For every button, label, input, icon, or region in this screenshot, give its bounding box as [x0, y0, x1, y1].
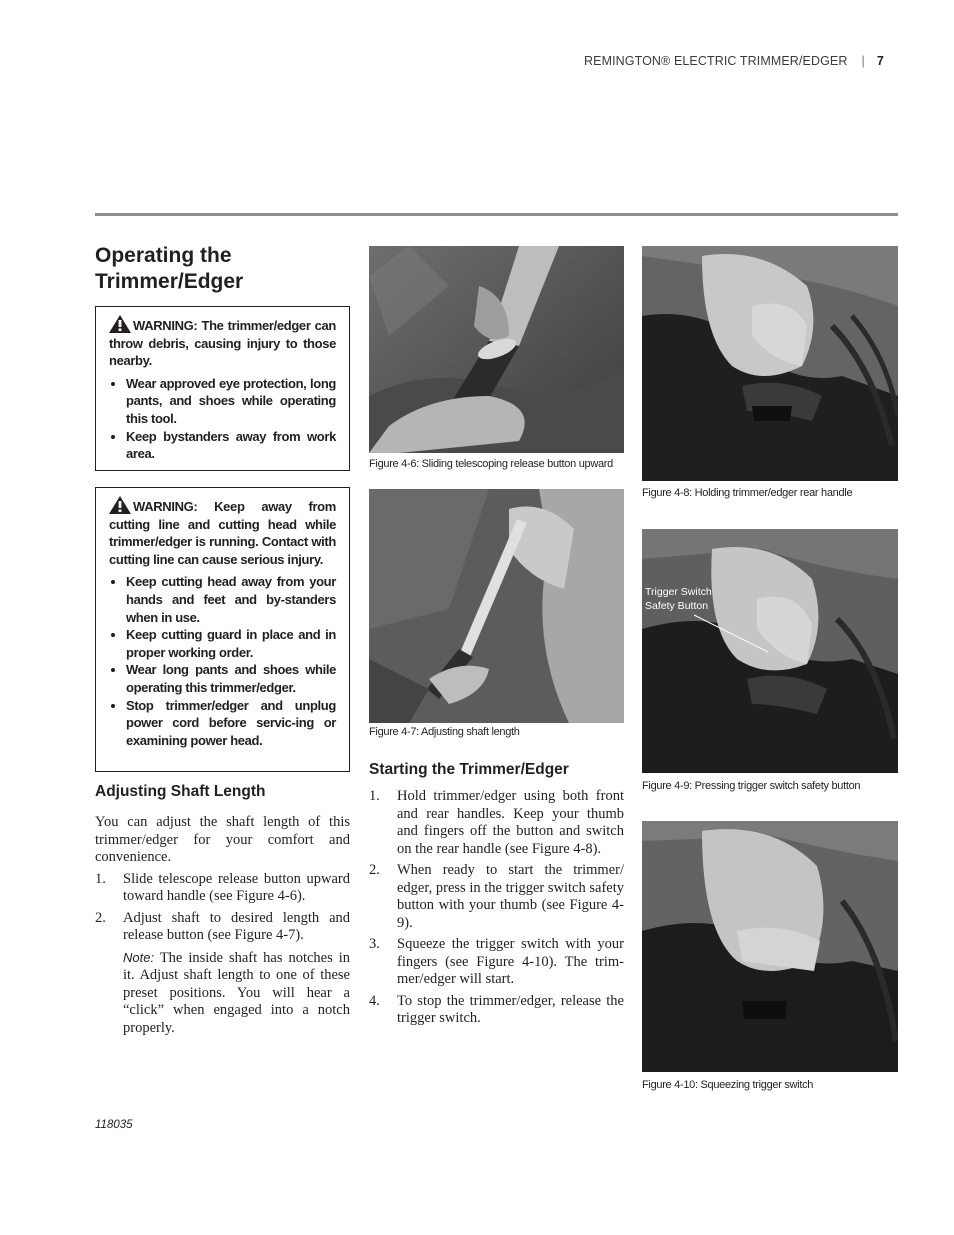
- warning-bullet: • Keep cutting head away from your hands and feet and by-standers when in use.: [126, 573, 336, 626]
- step-number: 2.: [369, 862, 380, 878]
- figure-4-7-caption: Figure 4-7: Adjusting shaft length: [369, 726, 520, 738]
- step-text: Adjust shaft to desired length and release button (see Figure 4-7).: [123, 909, 350, 943]
- warning-bullets: [109, 375, 336, 463]
- warning-bullet: • Keep bystanders away from work area.: [126, 428, 336, 463]
- adjusting-heading: Adjusting Shaft Length: [95, 783, 266, 800]
- running-header: [584, 54, 898, 70]
- adjusting-intro: You can adjust the shaft length of this trimmer/edger for your comfort and convenience.: [95, 814, 350, 865]
- figure-4-10-photo: [642, 821, 898, 1072]
- list-item: [369, 862, 624, 932]
- step-text: To stop the trimmer/edger, release the trigger switch.: [397, 992, 624, 1026]
- adjusting-section: [95, 814, 350, 1041]
- header-separator: |: [861, 54, 865, 68]
- step-text: When ready to start the trimmer/ edger, press in the trigger switch safety button with your thumb (see Figure 4-9).: [397, 862, 624, 931]
- note-label: Note:: [123, 949, 155, 965]
- step-text: Slide telescope release button upward toward handle (see Figure 4-6).: [123, 870, 350, 904]
- figure-4-9-photo: [642, 529, 898, 773]
- list-item: [95, 910, 350, 1038]
- starting-section: [369, 788, 624, 1032]
- section-rule: [95, 213, 898, 216]
- warning-heading: WARNING: The trimmer/edger can throw debris, causing injury to those nearby.: [109, 318, 336, 369]
- document-number: 118035: [95, 1119, 133, 1131]
- step-number: 4.: [369, 992, 380, 1009]
- figure-4-8-caption: Figure 4-8: Holding trimmer/edger rear handle: [642, 487, 853, 499]
- warning-bullet: • Wear approved eye protection, long pants, and shoes while operating this tool.: [126, 375, 336, 428]
- figure-4-6-caption: Figure 4-6: Sliding telescoping release button upward: [369, 458, 613, 470]
- warning-bullet: • Keep cutting guard in place and in proper working order.: [126, 626, 336, 661]
- list-item: [369, 993, 624, 1028]
- figure-4-7-photo: [369, 489, 624, 723]
- adjusting-steps: [95, 871, 350, 1038]
- warning-triangle-icon: [109, 315, 131, 333]
- running-title: REMINGTON® ELECTRIC TRIMMER/EDGER: [584, 54, 848, 68]
- step-number: 2.: [95, 909, 106, 926]
- step-number: 1.: [95, 870, 106, 887]
- section-title: Operating the Trimmer/Edger: [95, 244, 244, 293]
- warning-box-debris: [95, 306, 350, 471]
- list-item: [369, 788, 624, 858]
- figure-4-9-caption: Figure 4-9: Pressing trigger switch safety button: [642, 780, 861, 792]
- warning-bullet: • Wear long pants and shoes while operating this trimmer/edger.: [126, 661, 336, 696]
- figure-4-6-photo: [369, 246, 624, 453]
- figure-4-10-caption: Figure 4-10: Squeezing trigger switch: [642, 1079, 814, 1091]
- starting-heading: Starting the Trimmer/Edger: [369, 761, 569, 778]
- step-number: 3.: [369, 936, 380, 952]
- step-text: Hold trimmer/edger using both front and rear handles. Keep your thumb and fingers off the button and switch on the rear handle (see Figure 4-8).: [397, 788, 624, 857]
- warning-triangle-icon: [109, 496, 131, 514]
- note-text: The inside shaft has notches in it. Adjust shaft length to one of these preset positions. You will hear a “click” when engaged into a notch properly.: [123, 949, 350, 1036]
- starting-steps: [369, 788, 624, 1028]
- step-text: Squeeze the trigger switch with your fingers (see Figure 4-10). The trim-mer/edger will start.: [397, 936, 624, 987]
- list-item: [95, 871, 350, 906]
- figure-4-8-photo: [642, 246, 898, 481]
- page-number: 7: [876, 54, 884, 68]
- callout-label: Trigger Switch Safety Button: [645, 586, 712, 612]
- note: [123, 949, 350, 1038]
- list-item: [369, 936, 624, 989]
- warning-box-cutting-line: [95, 487, 350, 772]
- warning-heading: WARNING: Keep away from cutting line and cutting head while trimmer/edger is running. Contact with cutting line can cause serious injury.: [109, 499, 336, 567]
- step-number: 1.: [369, 788, 380, 804]
- warning-bullets: [109, 573, 336, 749]
- warning-bullet: • Stop trimmer/edger and unplug power cord before servic-ing or examining power head.: [126, 697, 336, 750]
